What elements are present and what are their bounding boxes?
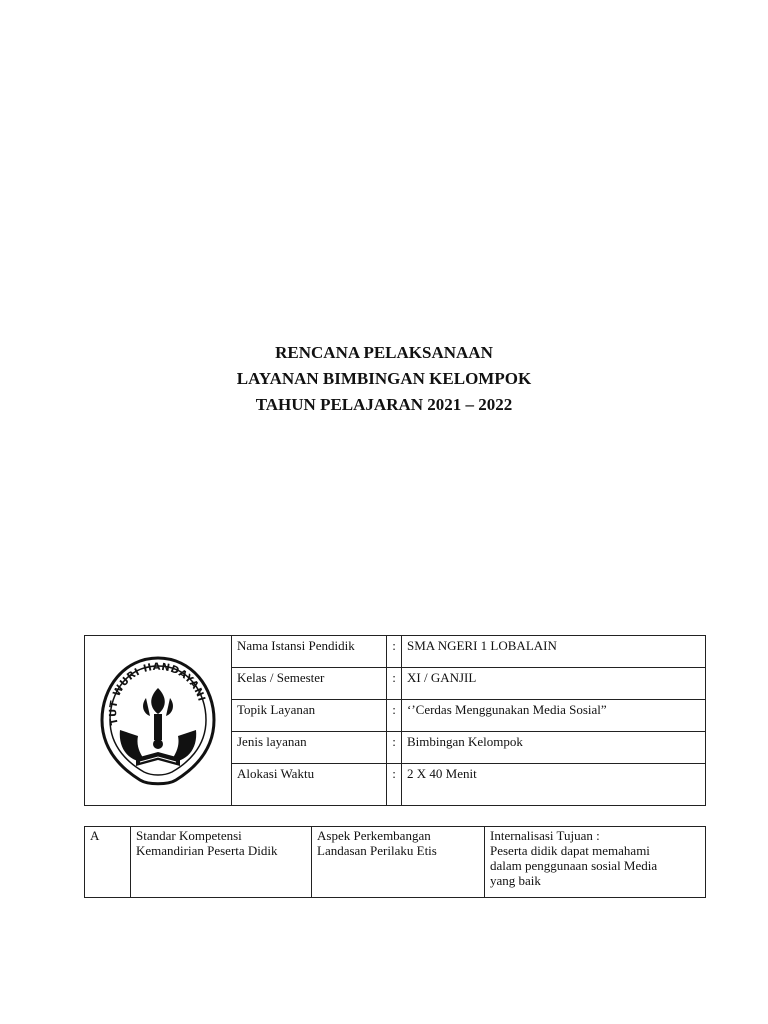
info-value-topic: ‘’Cerdas Menggunakan Media Sosial”	[402, 700, 706, 732]
tut-wuri-handayani-logo	[96, 654, 220, 788]
info-label: Alokasi Waktu	[232, 764, 387, 806]
info-table	[84, 635, 706, 806]
title-line-3: TAHUN PELAJARAN 2021 – 2022	[255, 395, 513, 414]
section-letter: A	[85, 827, 131, 898]
info-value-service-type: Bimbingan Kelompok	[402, 732, 706, 764]
info-value-institution: SMA NGERI 1 LOBALAIN	[402, 636, 706, 668]
logo-cell	[85, 636, 232, 806]
info-value-time: 2 X 40 Menit	[402, 764, 706, 806]
title-line-1: RENCANA PELAKSANAAN	[275, 343, 493, 362]
competence-table	[84, 826, 706, 898]
competence-standard: Standar Kompetensi Kemandirian Peserta Didik	[131, 827, 312, 898]
info-separator: :	[387, 764, 402, 806]
development-aspect: Aspek Perkembangan Landasan Perilaku Etis	[312, 827, 485, 898]
table-row	[85, 636, 706, 668]
title-line-2: LAYANAN BIMBINGAN KELOMPOK	[236, 369, 532, 388]
info-label: Jenis layanan	[232, 732, 387, 764]
info-label: Nama Istansi Pendidik	[232, 636, 387, 668]
document-title	[0, 340, 768, 418]
info-separator: :	[387, 636, 402, 668]
info-label: Kelas / Semester	[232, 668, 387, 700]
info-separator: :	[387, 732, 402, 764]
info-label: Topik Layanan	[232, 700, 387, 732]
info-separator: :	[387, 668, 402, 700]
info-separator: :	[387, 700, 402, 732]
logo-text: TUT WURI HANDAYANI	[108, 661, 207, 726]
info-value-class: XI / GANJIL	[402, 668, 706, 700]
table-row	[85, 827, 706, 898]
objective-internalization: Internalisasi Tujuan : Peserta didik dapat memahami dalam penggunaan sosial Media yang baik	[485, 827, 706, 898]
